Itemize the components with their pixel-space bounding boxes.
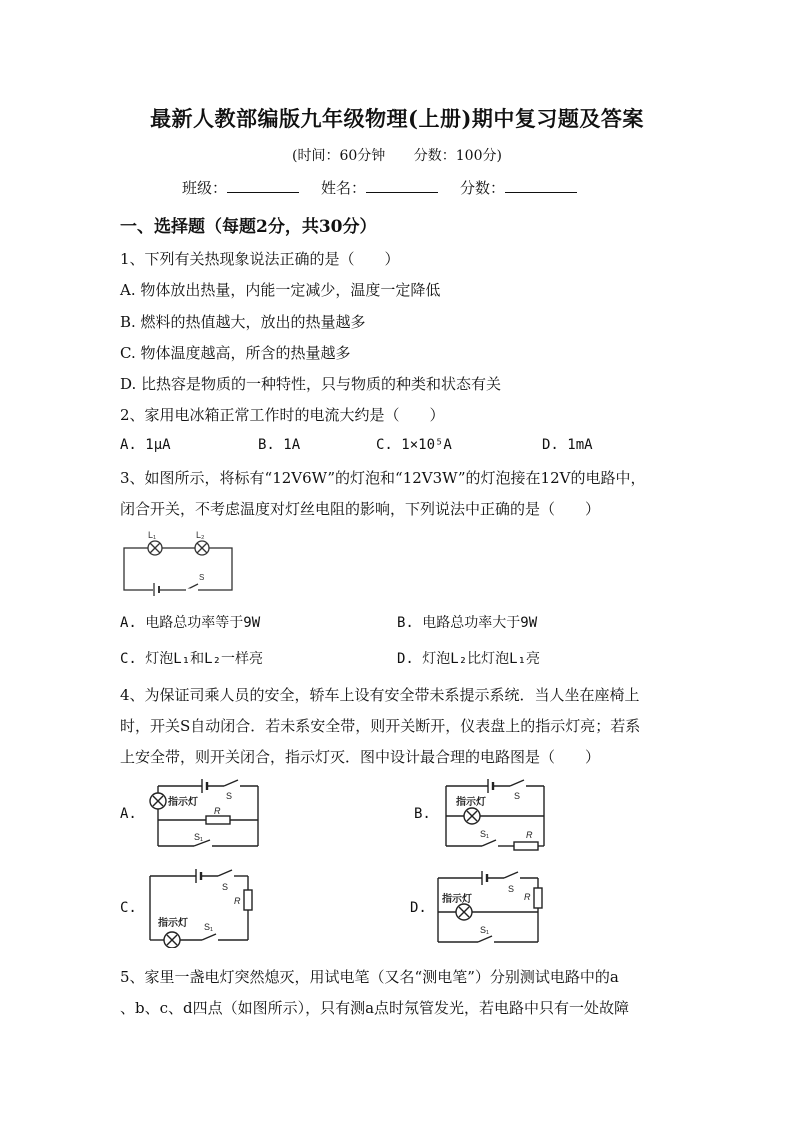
q1-option-c: C. 物体温度越高，所含的热量越多 xyxy=(120,344,351,362)
q5-stem-line1: 5、家里一盏电灯突然熄灭，用试电笔（又名“测电笔”）分别测试电路中的a xyxy=(120,968,619,986)
q4d-lamp-label: 指示灯 xyxy=(442,894,472,905)
points-label: 分数： xyxy=(460,179,506,197)
q4c-lamp-label: 指示灯 xyxy=(158,918,188,929)
q3-option-b: B. 电路总功率大于9W xyxy=(397,615,538,631)
q4-circuit-a xyxy=(144,774,264,854)
q2-stem: 2、家用电冰箱正常工作时的电流大约是（ ） xyxy=(120,406,445,424)
q4-stem-line2: 时，开关S自动闭合．若未系安全带，则开关断开，仪表盘上的指示灯亮；若系 xyxy=(120,717,641,735)
class-field xyxy=(182,177,299,198)
page-title: 最新人教部编版九年级物理(上册)期中复习题及答案 xyxy=(150,106,644,131)
q4c-r-label: R xyxy=(234,896,241,906)
student-info xyxy=(182,177,577,198)
q4a-s-label: S xyxy=(226,791,233,801)
q4d-s-label: S xyxy=(508,884,515,894)
q4d-r-label: R xyxy=(524,892,531,902)
q1-option-a: A. 物体放出热量，内能一定减少，温度一定降低 xyxy=(120,281,441,299)
q2-option-c: C. 1×10⁵A xyxy=(376,437,452,453)
class-blank xyxy=(227,178,299,193)
q4b-s-label: S xyxy=(514,791,521,801)
q3-option-d: D. 灯泡L₂比灯泡L₁亮 xyxy=(397,651,541,667)
q4-stem-line3: 上安全带，则开关闭合，指示灯灭．图中设计最合理的电路图是（ ） xyxy=(120,748,601,766)
section-title: 一、选择题（每题2分，共30分） xyxy=(120,217,377,237)
q4a-r-label: R xyxy=(214,806,221,816)
q3-stem-line2: 闭合开关，不考虑温度对灯丝电阻的影响，下列说法中正确的是（ ） xyxy=(120,500,601,518)
q3-option-c: C. 灯泡L₁和L₂一样亮 xyxy=(120,651,264,667)
score-text: 分数：100分) xyxy=(413,148,502,164)
q2-option-d: D. 1mA xyxy=(542,437,593,453)
q3-stem-line1: 3、如图所示，将标有“12V6W”的灯泡和“12V3W”的灯泡接在12V的电路中， xyxy=(120,469,646,487)
q3-fig-l1-label: L₁ xyxy=(148,530,157,540)
points-field xyxy=(460,177,577,198)
q1-option-b: B. 燃料的热值越大，放出的热量越多 xyxy=(120,313,366,331)
q3-circuit-figure xyxy=(120,528,240,596)
q5-stem-line2: 、b、c、d四点（如图所示），只有测a点时氖管发光，若电路中只有一处故障 xyxy=(120,999,630,1017)
q4-circuit-d xyxy=(434,866,546,948)
name-blank xyxy=(366,178,438,193)
exam-subtitle xyxy=(0,145,794,165)
q4c-s1-label: S₁ xyxy=(204,922,214,932)
q4-option-b-label: B. xyxy=(414,806,431,822)
q4b-s1-label: S₁ xyxy=(480,829,490,839)
q4b-lamp-label: 指示灯 xyxy=(456,797,486,808)
q3-fig-s-label: S xyxy=(199,573,205,582)
q4-circuit-b xyxy=(440,772,552,852)
q2-option-a: A. 1μA xyxy=(120,437,171,453)
q4a-lamp-label: 指示灯 xyxy=(168,797,198,808)
q1-stem: 1、下列有关热现象说法正确的是（ ） xyxy=(120,250,400,268)
q4d-s1-label: S₁ xyxy=(480,925,490,935)
q4-option-c-label: C. xyxy=(120,900,137,916)
class-label: 班级： xyxy=(182,179,228,197)
name-field xyxy=(321,177,438,198)
q1-option-d: D. 比热容是物质的一种特性，只与物质的种类和状态有关 xyxy=(120,375,502,393)
q4-stem-line1: 4、为保证司乘人员的安全，轿车上设有安全带未系提示系统．当人坐在座椅上 xyxy=(120,686,640,704)
q4-circuit-c xyxy=(146,864,264,948)
name-label: 姓名： xyxy=(321,179,367,197)
time-text: (时间：60分钟 xyxy=(292,148,386,164)
q4c-s-label: S xyxy=(222,882,229,892)
q4-option-a-label: A. xyxy=(120,806,137,822)
q4-option-d-label: D. xyxy=(410,900,427,916)
q2-option-b: B. 1A xyxy=(258,437,301,453)
q4b-r-label: R xyxy=(526,830,533,840)
points-blank xyxy=(505,178,577,193)
q4a-s1-label: S₁ xyxy=(194,832,204,842)
q3-option-a: A. 电路总功率等于9W xyxy=(120,615,261,631)
q3-fig-l2-label: L₂ xyxy=(196,530,205,540)
